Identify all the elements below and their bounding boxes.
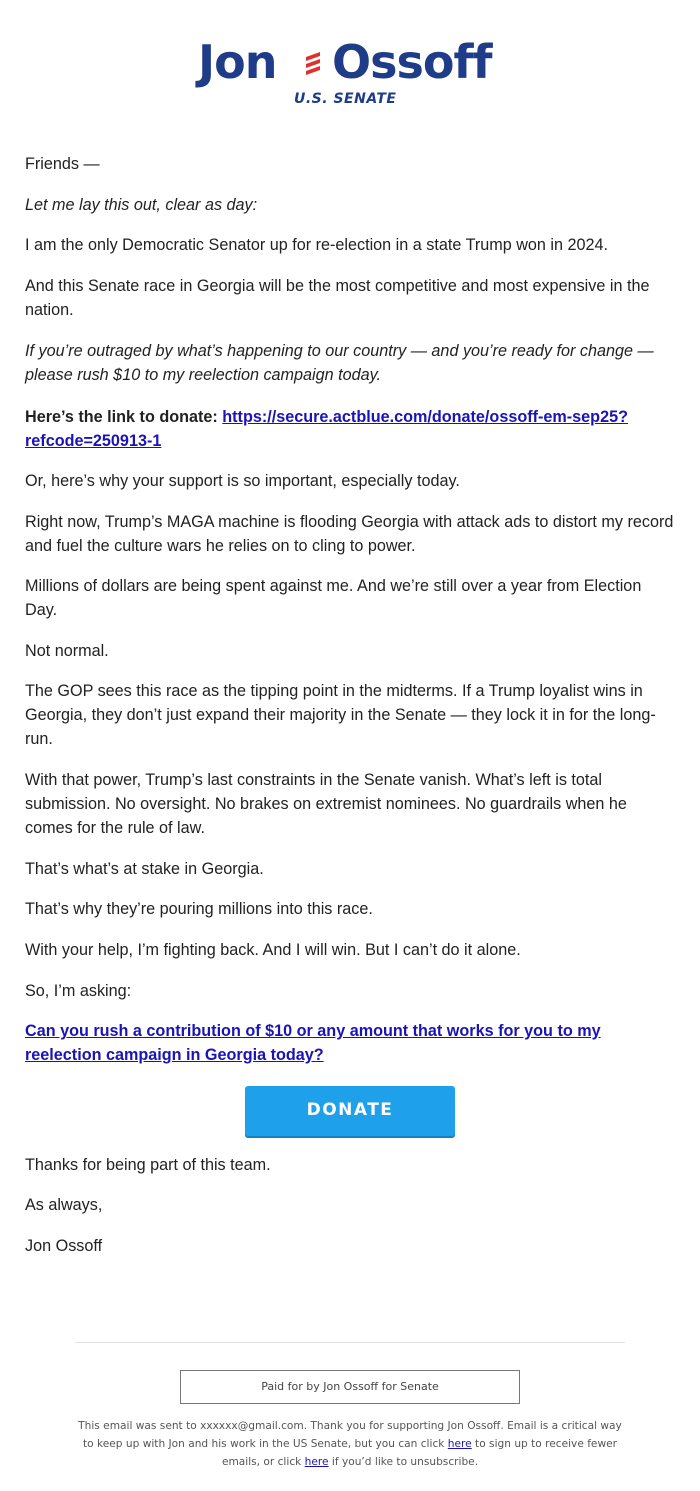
paragraph: Not normal.: [25, 642, 109, 660]
donate-url-link[interactable]: https://secure.actblue.com/donate/ossoff-em-sep25?refcode=250913-1: [25, 408, 628, 450]
greeting: Friends —: [25, 155, 100, 173]
paragraph: That’s what’s at stake in Georgia.: [25, 860, 264, 878]
header: [0, 36, 700, 116]
donate-button[interactable]: DONATE: [245, 1086, 455, 1136]
cta-paragraph: [25, 1019, 675, 1067]
paragraph: Millions of dollars are being spent against me. And we’re still over a year from Election Day.: [25, 577, 642, 619]
signature: Jon Ossoff: [25, 1237, 103, 1255]
donate-link-label: Here’s the link to donate:: [25, 408, 218, 426]
paragraph: With that power, Trump’s last constraints in the Senate vanish. What’s left is total submission. No oversight. No brakes on extremist nominees. No guardrails when he comes for the rule of law.: [25, 771, 627, 837]
donate-link-paragraph: [25, 405, 675, 453]
cta-contribution-link[interactable]: Can you rush a contribution of $10 or any amount that works for you to my reelection campaign in Georgia today?: [25, 1022, 601, 1064]
logo-subtitle: U.S. SENATE: [294, 91, 397, 107]
signoff: As always,: [25, 1196, 103, 1214]
paragraph: Or, here’s why your support is so important, especially today.: [25, 472, 460, 490]
paragraph: Thanks for being part of this team.: [25, 1156, 271, 1174]
paragraph: The GOP sees this race as the tipping point in the midterms. If a Trump loyalist wins in Georgia, they don’t just expand their majority in the Senate — they lock it in for the long-run.: [25, 682, 656, 748]
fewer-emails-link[interactable]: here: [447, 1438, 472, 1450]
fine-print-text: if you’d like to unsubscribe.: [331, 1456, 479, 1468]
fine-print-text: This email was sent to xxxxxx@gmail.com. Thank you for supporting Jon Ossoff. Email is a critical way to keep up with Jon and his work in the US Senate, but you can click: [78, 1420, 622, 1450]
paragraph: Right now, Trump’s MAGA machine is flooding Georgia with attack ads to distort my record and fuel the culture wars he relies on to cling to power.: [25, 513, 674, 555]
logo-flag-icon: [300, 46, 334, 80]
paid-for-disclaimer: Paid for by Jon Ossoff for Senate: [180, 1370, 520, 1404]
paragraph: So, I’m asking:: [25, 982, 132, 1000]
paragraph-appeal: If you’re outraged by what’s happening to our country — and you’re ready for change — please rush $10 to my reelection campaign today.: [25, 342, 654, 384]
paragraph: I am the only Democratic Senator up for re-election in a state Trump won in 2024.: [25, 236, 609, 254]
campaign-logo[interactable]: [198, 36, 508, 112]
paragraph-intro: Let me lay this out, clear as day:: [25, 196, 258, 214]
fine-print-text: to sign up to receive fewer emails, or click: [221, 1438, 617, 1468]
logo-last-name: Ossoff: [332, 35, 492, 89]
paragraph: That’s why they’re pouring millions into this race.: [25, 900, 373, 918]
paragraph: And this Senate race in Georgia will be the most competitive and most expensive in the nation.: [25, 277, 650, 319]
footer-divider: [75, 1342, 625, 1343]
paragraph: With your help, I’m fighting back. And I will win. But I can’t do it alone.: [25, 941, 521, 959]
footer-fine-print: [72, 1417, 628, 1471]
unsubscribe-link[interactable]: here: [304, 1456, 329, 1468]
logo-first-name: Jon: [198, 35, 277, 89]
